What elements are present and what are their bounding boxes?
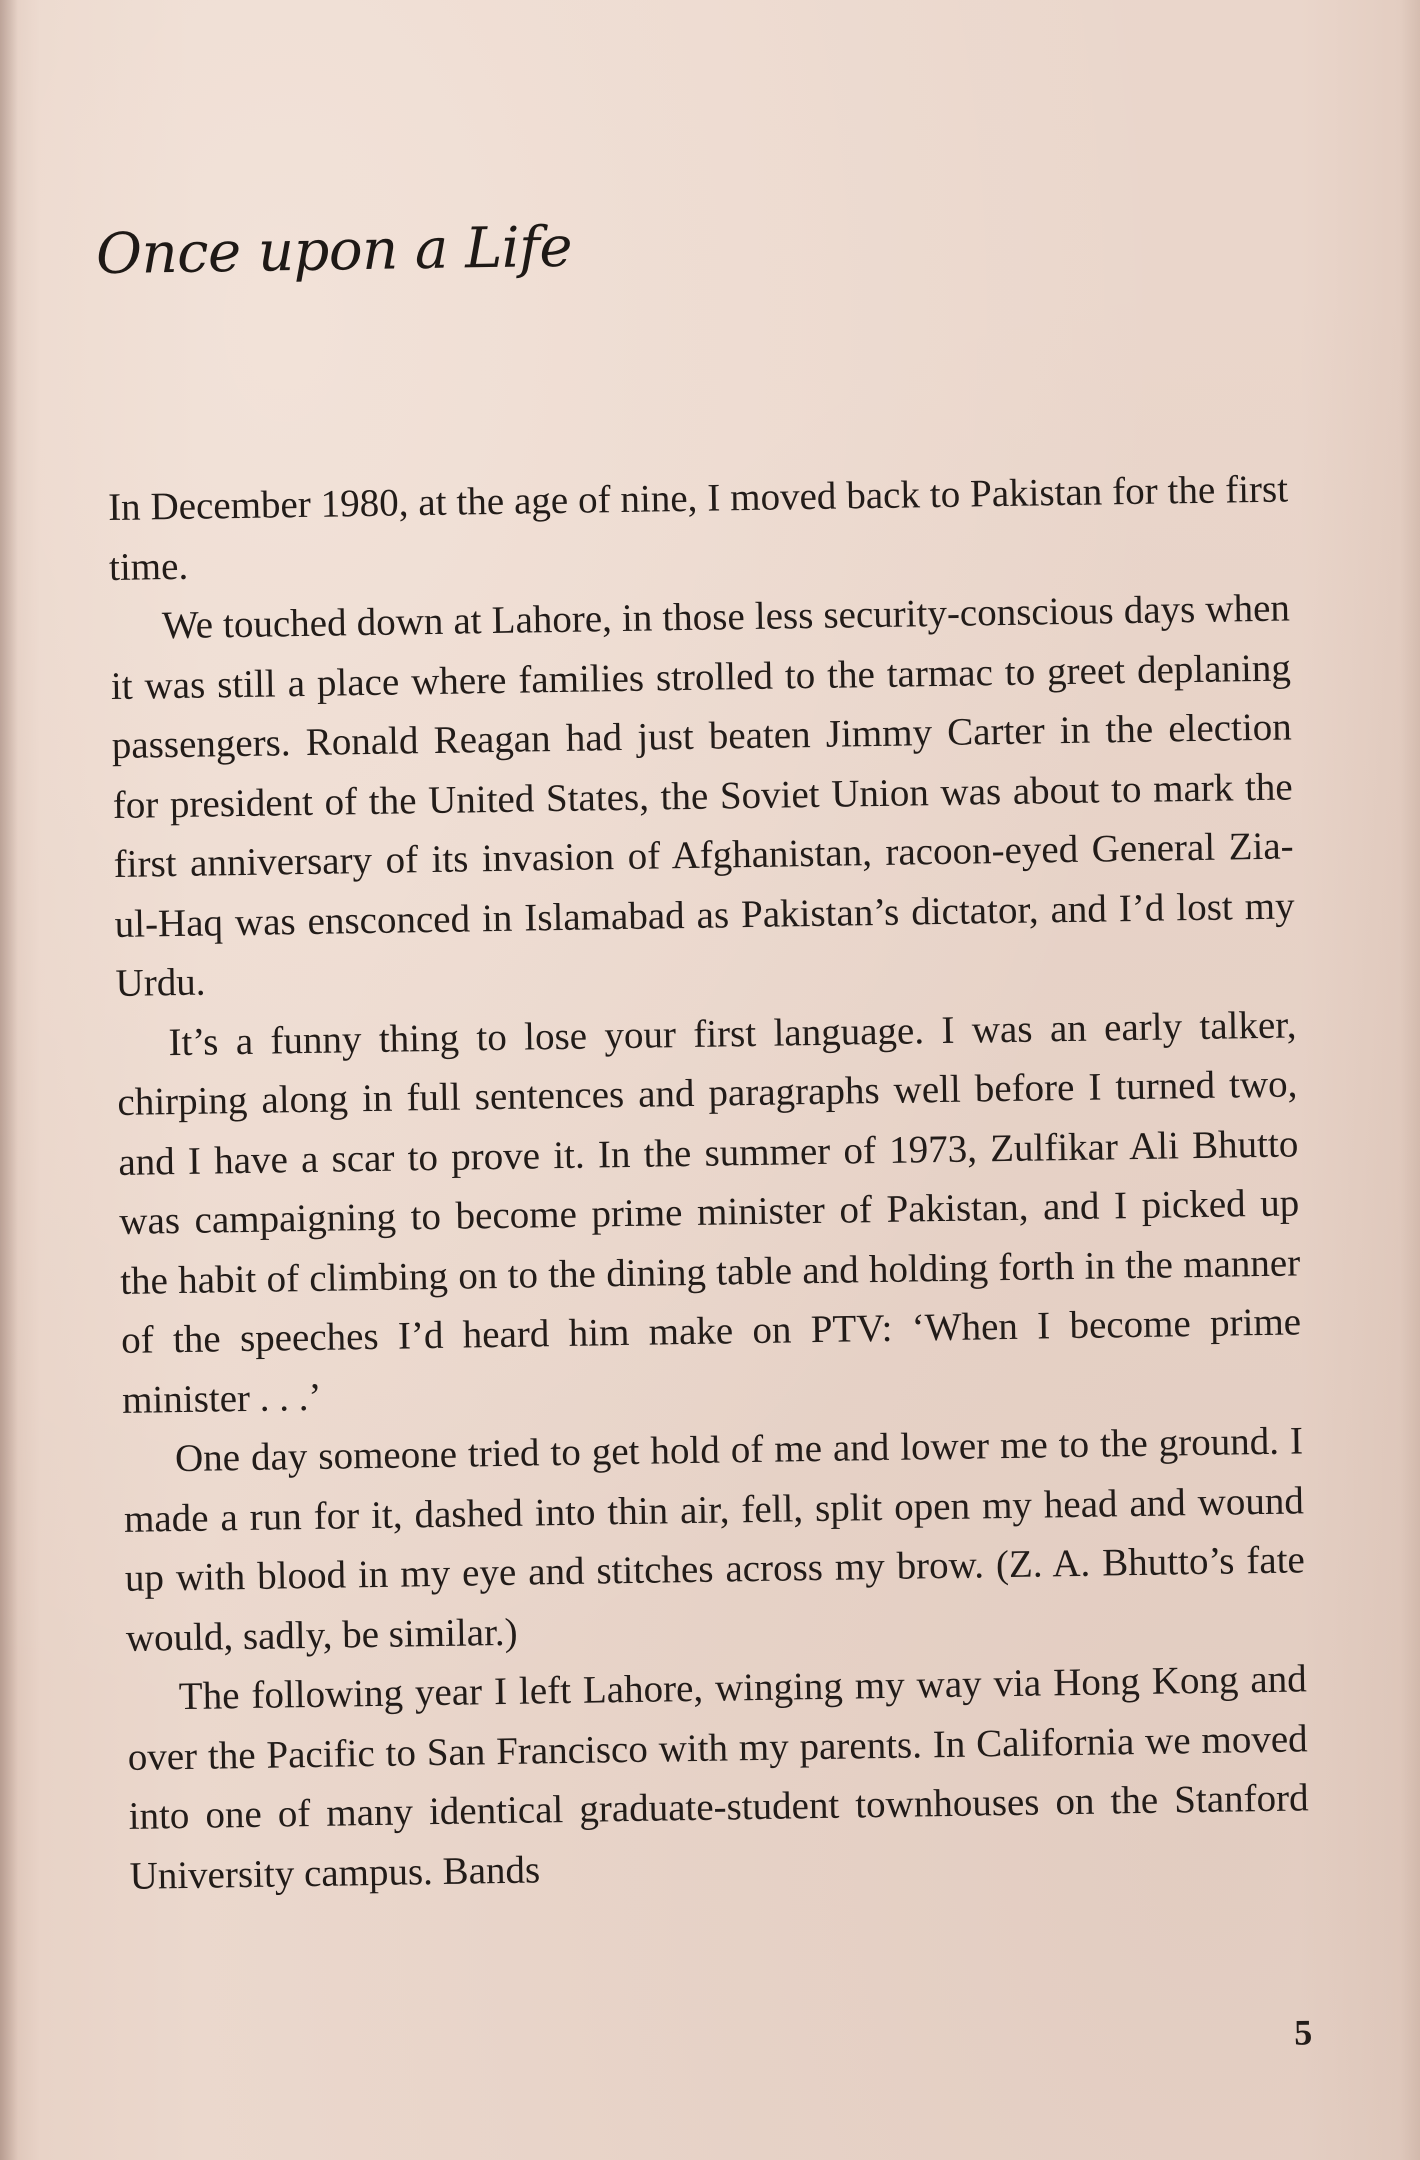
paragraph: We touched down at Lahore, in those less security-conscious days when it was still a place where families strolled to the tarmac to greet deplaning passengers. Ronald Reagan had just beaten Jimmy Carter in the election for president of the United States, the Soviet Union was about to mark the first anniversary of its invasion of Afghanistan, racoon-eyed General Zia-ul-Haq was ensconced in Islamabad as Pakistan’s dictator, and I’d lost my Urdu. — [110, 586, 1295, 1005]
paragraph: The following year I left Lahore, winging my way via Hong Kong and over the Pacific to San Francisco with my parents. In California we moved into one of many identical graduate-student townhouses on the Stanford University campus. Bands — [127, 1657, 1309, 1898]
paragraph: It’s a funny thing to lose your first language. I was an early talker, chirping along in full sentences and paragraphs well before I turned two, and I have a scar to prove it. In the summer of 1973, Zulfikar Ali Bhutto was campaigning to become prime minister of Pakistan, and I picked up the habit of climbing on to the dining table and holding forth in the manner of the speeches I’d heard him make on PTV: ‘When I become prime minister . . .’ — [117, 1002, 1302, 1422]
chapter-title: Once upon a Life — [95, 214, 573, 288]
body-text — [108, 459, 1310, 1905]
page-number: 5 — [1293, 2012, 1313, 2053]
paragraph: In December 1980, at the age of nine, I moved back to Pakistan for the first time. — [107, 467, 1289, 589]
paragraph: One day someone tried to get hold of me and lower me to the ground. I made a run for it, dashed into thin air, fell, split open my head and wound up with blood in my eye and stitches across my brow. (Z. A. Bhutto’s fate would, sadly, be similar.) — [123, 1419, 1306, 1660]
